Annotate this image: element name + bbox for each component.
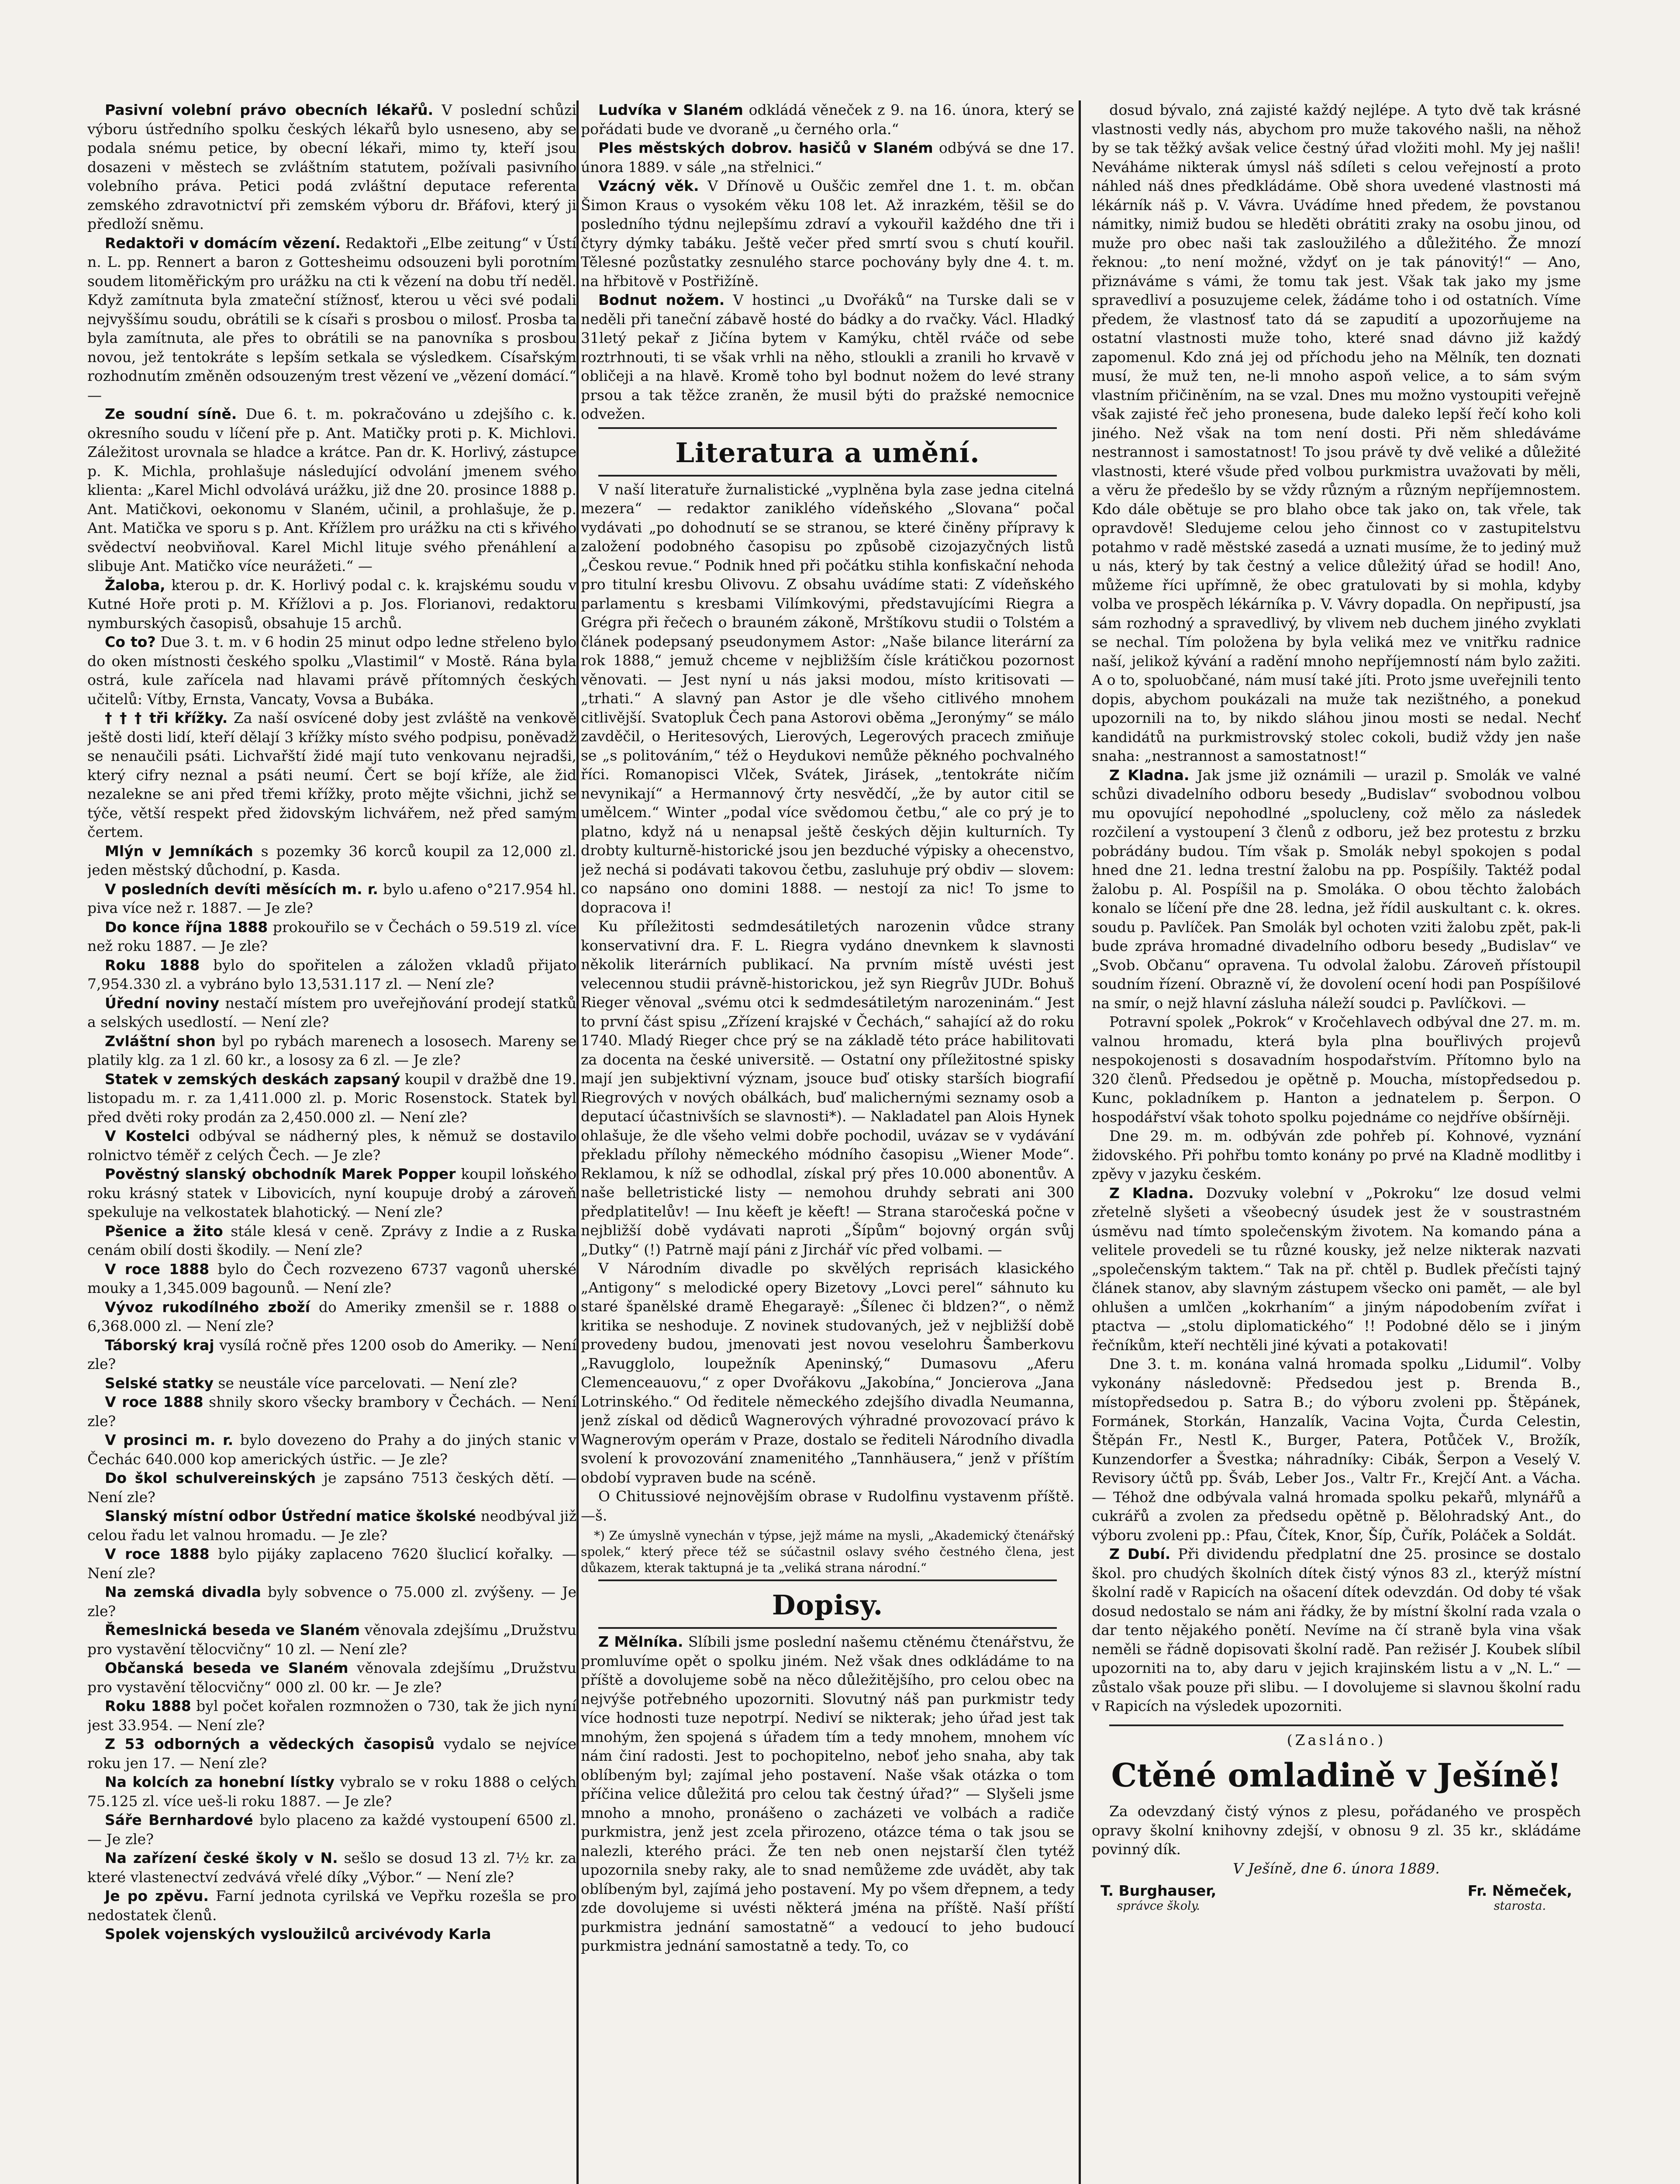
article-headline: Na zařízení české školy v N. [105,1849,338,1866]
news-article [581,100,1074,138]
article-headline: Vývoz rukodílného zboží [105,1298,310,1316]
section-rule [598,475,1057,477]
article-text: nestačí místem pro uveřejňování prodejí statků a selských usedlostí. — Není zle? [87,994,576,1030]
signature-role: správce školy. [1117,1899,1200,1913]
article-headline: Z Mělníka. [598,1633,683,1650]
news-article [87,1469,576,1507]
article-headline: V Kostelci [105,1127,190,1144]
article-headline: Sáře Bernhardové [105,1811,253,1828]
news-article [87,1127,576,1165]
article-headline: Táborský kraj [105,1336,214,1354]
article-text: Za naší osvícené doby jest zvláště na venkově ještě dosti lidí, kteří dělají 3 křížky místo svého podpisu, poněvadž se nenaučili psáti. Lichvařští židé mají tuto venkovanu nejradši, který cifry neznal a psáti neumí. Čert se bojí kříže, ale žid nezalekne se ani před třemi křížky, proto mějte všichni, jichž se týče, větší respekt před židovským lichvářem, než před samým čertem. [87,709,576,840]
article-headline: Na kolcích za honební lístky [105,1773,335,1790]
news-article [87,1298,576,1336]
article-text: kterou p. dr. K. Horlivý podal c. k. krajskému soudu v Kutné Hoře proti p. M. Křížlovi a p. Jos. Florianovi, redaktoru nymburských časopisů, obsahuje 15 archů. [87,576,576,632]
article-text: Dne 29. m. m. odbýván zde pohřeb pí. Kohnové, vyznání židovského. Při pohřbu tomto konány po prvé na Kladně modlitby i zpěvy v jazyku českém. [1092,1127,1581,1182]
footnote: *) Ze úmyslně vynechán v týpse, jejž máme na mysli, „Akademický čtenářský spolek,“ který přece též se súčastnil oslavy svého čestného člena, jest důkazem, kterak taktupná je ta „veliká strana národní.“ [581,1528,1074,1575]
article-headline: Vzácný věk. [598,177,699,194]
news-article [87,1735,576,1773]
news-article [87,956,576,994]
article-text: koupil v dražbě dne 19. listopadu m. r. za 1,411.000 zl. p. Moric Rosenstock. Statek byl před dvěti roky prodán za 2,450.000 zl. — Není zle? [87,1070,576,1126]
article-text: vydalo se nejvíce roku jen 17. — Není zle? [87,1735,576,1772]
article-headline: Ze soudní síně. [105,405,237,422]
article-text: Jak jsme již oznámili — urazil p. Smolák ve valné schůzi divadelního odboru besedy „Budislav“ svobodnou volbou mu opovující nepohodlné „spolucleny, což mělo za následek rozčilení a vystoupení 3 členů z odboru, jež bez protestu z brzku pobrádány budou. Tím však p. Smolák nebyl spokojen s podal hned dne 21. ledna trestní žalobu na pp. Pospíšily. Taktéž podal žalobu p. Al. Pospíšil na p. Smoláka. O obou těchto žalobách konalo se líčení pře dne 28. ledna, jež řídil auskultant c. k. okres. soudu p. Pavlíček. Pan Smolák byl ochoten vziti žalobu zpět, pak-li bude zpráva hromadné divadelního odboru besedy „Budislav“ ve „Svob. Občanu“ opravena. Tu odvolal žalobu. Zároveň přístoupil soudním řízení. Obrazně ví, že dovolení ocení hodi pan Pospíšilové na smír, o nejž hlavní zásluha náleží soudci p. Pavlíčkovi. — [1092,766,1581,1012]
article-text: Redaktoři „Elbe zeitung“ v Ústí n. L. pp. Rennert a baron z Gottesheimu odsouzeni byli porotním soudem litoměřickým pro urážku na cti k vězení na dobu tří neděl. Když zamítnuta byla zmateční stížnosť, kterou u věci své podali nejvyššímu soudu, obrátili se k císaři s prosbou o milosť. Prosba ta byla zamítnuta, ale přes to obrátili se na panovníka s prosbou novou, jež tentokráte s lepším setkala se výsledkem. Císařským rozhodnutím změněn odsouzeným trest vězení ve „vězení domácí.“ — [87,234,576,404]
article-text: Dne 3. t. m. konána valná hromada spolku „Lidumil“. Volby vykonány následovně: Předsedou jest p. Brenda B., místopředsedou p. Satra B.; do výboru zvoleni pp. Štěpánek, Formánek, Storkán, Hanzalík, Vacina Vojta, Čurda Celestin, Štěpán Fr., Nestl K., Burger, Patera, Potůček V., Brožík, Kunzendorfer a Švestka; náhradníky: Cibák, Šerpon a Veselý V. Revisory účtů pp. Šváb, Leber Jos., Valtr Fr., Krejčí Ant. a Vácha. — Téhož dne odbývala valná hromada spolku pekařů, mlynářů a cukrářů a zvolen za předsedu opětně p. Bělohradský Ant., do výboru zvoleni pp.: Pfau, Čítek, Knor, Šíp, Čuřík, Poláček a Soldát. [1092,1355,1581,1544]
column-2 [581,100,1074,2184]
article-text: je zapsáno 7513 českých dětí. — Není zle? [87,1469,576,1506]
news-article [87,1032,576,1070]
column-3 [1092,100,1581,2184]
article-text: Due 3. t. m. v 6 hodin 25 minut odpo ledne střeleno bylo do oken místnosti českého spolku „Vlastimil“ v Mostě. Rána byla ostrá, kule zařícela nad hlavami právě přítomných českých učitelů: Vítby, Ernsta, Vancaty, Vovsa a Bubáka. [87,633,576,708]
news-article [87,1507,576,1545]
article-text: stále klesá v ceně. Zprávy z Indie a z Ruska cenám obilí dosti škodily. — Není zle? [87,1222,576,1258]
article-text: Due 6. t. m. pokračováno u zdejšího c. k. okresního soudu v líčení pře p. Ant. Matičky proti p. K. Michlovi. Záležitost urovnala se hladce a krátce. Pan dr. K. Horlivý, zástupce p. K. Michla, prohlašuje následující odvolání jmenem svého klienta: „Karel Michl odvolává urážku, již dne 20. prosince 1888 p. Ant. Matičkovi, oekonomu v Slaném, učinil, a prohlašuje, že p. Ant. Matička ve sporu s p. Ant. Křížlem pro urážku na cti s křivého svědectví neobviňoval. Karel Michl lituje svého přenáhlení a slibuje Ant. Matičko více neurážeti.“ — [87,405,576,574]
article-text: O Chitussiové nejnovějším obrase v Rudolfinu vystavenm příště. —š. [581,1488,1074,1524]
article-text: Ku příležitosti sedmdesátiletých narozenin vůdce strany konservativní dra. F. L. Riegra vydáno dnevnkem k slavnosti několik literárních publikací. Na prvním místě uvésti jest velecennou studii právně-historickou, jež syn Riegrův JUDr. Bohuš Rieger věnoval „svému otci k sedmdesátiletým narozeninám.“ Jest to první část spisu „Zřízení krajské v Čechách,“ sahající až do roku 1740. Mladý Rieger chce prý se na základě této práce habilitovati za docenta na české universitě. — Ostatní ony příležitostné spisky mají jen subjektivní význam, jsouce buď otisky starších biografií Riegrových v nových obálkách, buď malichernými seznamy osob a deputací účastnivších se slavnosti*). — Nakladatel pan Alois Hynek ohlašuje, že dle všeho velmi dobře pochodil, uvázav se v vydávání překladu přílohy německého módního časopisu „Wiener Mode“. Reklamou, k níž se odhodlal, získal prý přes 10.000 abonentův. A naše belletristické listy — nemohou druhdy sebrati ani 300 předplatitelův! — Inu kěeft je kěeft! — Strana staročeská počne v nejbližší době vydávati naproti „Šípům“ bojovný orgán svůj „Dutky“ (!) Patrně mají páni z Jirchář víc před volbami. — [581,918,1074,1258]
article-text: Dozvuky volební v „Pokroku“ lze dosud velmi zřetelně slyšeti a všeobecný úsudek jest že v soustrastném úsměvu nad tímto společenským životem. Na komando pána a velitele provedeli se tu různé kousky, jež nelze nikterak nazvati „společenským taktem.“ Tak na př. chtěl p. Budlek přečísti tajný článek stanov, aby slavným zástupem všecko oni pamět, — ale byl ohlušen a umlčen „kokrhaním“ a jiným nápodobením zvířat i ptactva — „stolu diplomatického“ !! Podobné dělo se i jiným řečníkům, kteří nechtěli jiné kývati a potakovati! [1092,1184,1581,1354]
section-rule [598,1627,1057,1629]
article-text: Při dividendu předplatní dne 25. prosince se dostalo škol. pro chudých školních dítek čistý výnos 83 zl., kterýž místní školní radě v Rapicích na ošacení dítek odevzdán. Od doby té však dosud nedostalo se nám ani řádky, že by místní školní rada vzala o dar tento nějakého ponětí. Nevíme na čí straně byla vina však neměli se řádně dopisovati školní radě. Pan režisér J. Koubek slíbil upozorniti na to, aby daru v jejich krajinském listu a v „N. L.“ — zůstalo však pouze při slibu. — I dovolujeme si slavnou školní radu v Rapicích na výsledek upozorniti. [1092,1545,1581,1714]
news-article [87,880,576,918]
news-article [87,1811,576,1849]
article-text: bylo dovezeno do Prahy a do jiných stanic v Čechác 640.000 kop amerických ústřic. — Je zle? [87,1431,576,1468]
article-headline: Úřední noviny [105,994,220,1012]
news-article [87,1697,576,1735]
section-heading-letters: Dopisy. [772,1589,883,1621]
signature-name: T. Burghauser, [1100,1882,1217,1899]
news-article [581,480,1074,917]
article-text: byly sobvence o 75.000 zl. zvýšeny. — Je zle? [87,1583,576,1620]
article-text: V Dřínově u Ouščic zemřel dne 1. t. m. občan Šimon Kraus o vysokém věku 108 let. Až inrazkém, těšil se do posledního týdnu nejlepšímu zdraví a vykouřil každého dne tři i čtyry dýmky tabáku. Ještě večer před smrtí svou s chutí kouřil. Tělesné pozůstatky zesnulého starce pochovány byly dne 4. t. m. na hřbitově v Postřižíně. [581,177,1074,290]
news-article [87,1431,576,1469]
news-article [87,1849,576,1887]
article-headline: Co to? [105,633,156,650]
news-article [87,1583,576,1621]
article-text: V naší literatuře žurnalistické „vyplněna byla zase jedna citelná mezera“ — redaktor zaniklého vídeňského „Slovana“ počal vydávati „po dohodnutí se se stranou, se které činěny přípravy k založení podobného časopisu po způsobě cizojazyčných listů „Českou revue.“ Podnik hned při počátku stihla konfiskační nehoda pro titulní kresbu Olivovu. Z obsahu uvádíme stati: Z vídeňského parlamentu s kresbami Vilímkovými, představujícími Riegra a Grégra při řečech o brauném zákoně, Mrštíkovu studii o Tolstém a článek podepsaný pseudonymem Astor: „Naše bilance literární za rok 1888,“ jemuž chceme v nejbližším čísle krátičkou pozornost věnovati. — Jest nyní u nás jaksi modou, místo kritisovati — „trhati.“ A slavný pan Astor je dle všeho citlivého mnohem citlivější. Svatopluk Čech pana Astorovi oběma „Jeronýmy“ se málo zavděčil, o Heritesových, Lierových, Legerových pracech zmiňuje se „s politováním,“ též o Heydukovi nemůže pěkného pochvalného říci. Romanopisci Vlček, Svátek, Jirásek, „tentokráte ničím nevynikají“ a Hermannový črty nesvědčí, „že by autor citil se umělcem.“ Winter „podal více svědomou četbu,“ ale co prý je to platno, když ná u nenapsal ještě českých dějin kulturních. Ty drobty kulturně-historické jsou jen bezduché výpisky a ohecenstvo, jež nechá si podávati takovou četbu, zasluhuje prý obdiv — slovem: co napsáno ono domini 1888. — nestojí za nic! To jsme to dopracova i! [581,480,1074,916]
article-text: s pozemky 36 korců koupil za 12,000 zl. jeden městský důchodní, p. Kasda. [87,842,576,878]
article-text: vybralo se v roku 1888 o celých 75.125 zl. více ueš-li roku 1887. — Je zle? [87,1773,576,1810]
article-text: bylo placeno za každé vystoupení 6500 zl. — Je zle? [87,1811,576,1848]
news-article [1092,1184,1581,1355]
article-text: V poslední schůzi výboru ústředního spolku českých lékařů bylo usneseno, aby se podala snému petice, by obecní lékaři, mimo ty, kteří jsou dosazeni v městech se zvláštním statutem, požívali pasivního volebního práva. Petici podá zvláštní deputace referenta zemského zdravotnictví při zemském výboru dr. Břáfovi, který ji předloží sněmu. [87,101,576,232]
section-rule [598,1579,1057,1581]
article-headline: Z Kladna. [1109,766,1190,784]
news-article [1092,1355,1581,1545]
news-article [87,1336,576,1374]
article-text: V Národním divadle po skvělých reprisách klasického „Antigony“ s melodické opery Bizetovy „Lovci perel“ sáhnuto ku staré španělské dramě Ehegarayě: „Šílenec či bldzen?“, o němž kritika se neshoduje. Z novinek studovaných, jež v nejbližší době provedeny budou, jmenovati jest novou veselohru Šamberkovu „Ravugglolo, loupežník Apeninský,“ Dumasovu „Aferu Clemenceauovu,“ z oper Dvořákovu „Jakobína,“ Joncierova „Jana Lotrinského.“ Od ředitele německého zdejšího divadla Neumanna, jenž získal od dědiců Wagnerových výhradné provozovací právo k Wagnerovým operám v Praze, dostalo se řediteli Národního divadla svolení k provozování znamenitého „Tannhäusera,“ jenž v příštím období vypraven bude na scéně. [581,1260,1074,1486]
news-article [581,176,1074,290]
article-headline: Z Dubí. [1109,1545,1171,1562]
notice-signatures [1092,1882,1581,1913]
article-text: bylo u.afeno o°217.954 hl. piva více než r. 1887. — Je zle? [87,880,576,916]
news-article [1092,1013,1581,1127]
article-text: odbývá se dne 17. února 1889. v sále „na střelnici.“ [581,139,1074,176]
article-text: dosud bývalo, zná zajisté každý nejlépe. A tyto dvě tak krásné vlastnosti vedly nás, abychom pro muže takového našli, na něhož by se tak těžký avšak velice čestný úřad vložiti mohl. My jej našli! Neváháme nikterak úmysl náš sdíleti s celou veřejností a proto náhled náš dnes předkládáme. Obě shora uvedené vlastnosti má lékárník náš p. V. Vávra. Uvádíme hned předem, že povstanou námitky, nimiž budou se hleděti obrátiti zraky na osobu jinou, od muže pro obec naši tak zasloužilého a důležitého. Že mnozí řeknou: „to není možné, vždyť on je tak pánovitý!“ — Ano, přiznáváme s vámi, že tomu tak jest. Však tak jako my jsme spravedliví a posuzujeme celek, žádáme toho i od ostatních. Víme předem, že vlastnosť tato dá se zapudití a upozorňujeme na ostatní vlastnosti muže toho, které snad dávno již každý zapomenul. Kdo zná jej od příchodu jeho na Mělník, ten doznati musí, že muž ten, ne-li mnoho aspoň velice, a to sám svým vlastním přičiněním, na se vzal. Dnes mu možno vystoupiti veřejně však zajisté řeč jeho pronesena, bude daleko lepší řečí koho koli jiného. Než však na tom není dosti. Při něm shledáváme nestrannost i samostatnost! To jsou právě ty dvě veliké a důležité vlastnosti, které všude před volbou purkmistra uvažovati by měli, a věru že předešlo by se vždy různým a různým nepříjemnostem. Kdo dále obětuje se pro blaho obce tak jako on, tak vřele, tak opravdově! Sledujeme celou jeho činnost co v zastupitelstvu potahmo v radě městské zasedá a uznati musíme, že to jediný muž u nás, který by tak čestný a velice důležitý úřad se hodil! Ano, můžeme říci upřímně, že obec gratulovati by si mohla, kdyby volba ve prospěch lékárníka p. V. Vávry dopadla. On nepřipustí, jsa sám rozhodný a spravedlivý, by vlivem neb duchem jiného zvyklati se nechal. Tím položena by byla veliká mez ve vnitřku radnice naší, jelikož kývání a radění mnoho nepříjemností nám bylo zažiti. A o to, spoluobčané, nám musí také jíti. Proto jsme uveřejnili tento dopis, abychom poukázali na muže tak nezištného, a ponekud upozornili na to, by nikdo sláhou jinou mosti se nedal. Nechť kandidátů na purkmistrovský stolec cokoli, budiž vždy jen naše snaha: „nestrannost a samostatnost!“ [1092,101,1581,764]
article-text: prokouřilo se v Čechách o 59.519 zl. více než roku 1887. — Je zle? [87,918,576,954]
news-article [87,1260,576,1298]
article-headline: V roce 1888 [105,1545,210,1562]
article-text: se neustále více parcelovati. — Není zle? [218,1374,517,1392]
column-rule [1079,100,1081,2184]
article-text: sešlo se dosud 13 zl. 7½ kr. za které vlastenectví zedvává vřelé díky „Výbor.“ — Není zle? [87,1849,576,1886]
article-headline: V prosinci m. r. [105,1431,234,1448]
article-headline: Ples městských dobrov. hasičů v Slaném [598,139,933,156]
article-headline: Pověstný slanský obchodník Marek Popper [105,1165,456,1182]
article-headline: Ludvíka v Slaném [598,101,743,118]
news-article [87,1374,576,1393]
article-headline: Z 53 odborných a vědeckých časopisů [105,1735,435,1752]
article-text: neodbýval již celou řadu let valnou hromadu. — Je zle? [87,1507,576,1544]
notice-date: V Ješíně, dne 6. února 1889. [1233,1859,1440,1877]
news-article [87,994,576,1032]
news-article [1092,1127,1581,1184]
article-headline: Do škol schulvereinských [105,1469,316,1486]
article-headline: Redaktoři v domácím vězení. [105,234,341,252]
news-article [581,1259,1074,1487]
news-article [87,1222,576,1260]
news-article [87,842,576,880]
news-article [87,576,576,633]
news-article [581,917,1074,1259]
article-text: shnily skoro všecky brambory v Čechách. — Není zle? [87,1393,576,1430]
news-article [1092,1545,1581,1716]
column-1 [87,100,576,2184]
notice-title: Ctěné omladině v Ješíně! [1111,1757,1562,1794]
article-text: byl po rybách marenech a lososech. Mareny se platily klg. za 1 zl. 60 kr., a lososy za 6 zl. — Je zle? [87,1032,576,1068]
article-headline: Mlýn v Jemníkách [105,842,253,860]
article-text: odbýval se nádherný ples, k němuž se dostavilo rolnictvo téměř z celých Čech. — Je zle? [87,1127,576,1164]
column-rule [576,100,579,2184]
signature-name: Fr. Němeček, [1467,1882,1572,1899]
article-headline: Roku 1888 [105,1697,191,1714]
news-article [581,1487,1074,1525]
article-headline: Selské statky [105,1374,214,1392]
news-article [1092,100,1581,766]
article-text: Potravní spolek „Pokrok“ v Kročehlavech odbýval dne 27. m. m. valnou hromadu, která byla plna bouřlivých projevů nespokojenosti s dosavadním hospodařstvím. Přítomno bylo na 320 členů. Předsedou je opětně p. Moucha, místopředsedou p. Kunc, pokladníkem p. Hanton a jednatelem p. Šerpon. O hospodářství však tohoto spolku pojednáme co nejdříve obšírněji. [1092,1013,1581,1126]
article-headline: Pšenice a žito [105,1222,223,1240]
article-text: bylo do Čech rozvezeno 6737 vagonů uherské mouky a 1,345.009 bagounů. — Není zle? [87,1260,576,1296]
news-article [581,138,1074,176]
news-article [87,100,576,234]
article-text: věnovala zdejšímu „Družstvu pro vystavění tělocvičny“ 000 zl. 00 kr. — Je zle? [87,1659,576,1696]
news-article [581,290,1074,424]
article-headline: † † † tři křížky. [105,709,228,726]
article-text: V hostinci „u Dvořáků“ na Turske dali se v neděli při taneční zábavě hosté do bádky a do rvačky. Václ. Hladký 31letý pekař z Jičína bytem v Kamýku, chtěl rváče od sebe roztrhnouti, ti se však vrhli na něho, stloukli a zranili ho krvavě v obličeji a na hlavě. Kromě toho byl bodnut nožem do levé strany prsou a tak těžce zraněn, že musil býti do pražské nemocnice odvežen. [581,291,1074,422]
news-article [87,1621,576,1659]
article-headline: Do konce října 1888 [105,918,268,936]
article-text: koupil loňského roku krásný statek v Libovicích, nyní koupuje drobý a zároveň spekuluje na velkostatek blahotický. — Není zle? [87,1165,576,1220]
news-article [87,234,576,405]
article-headline: V roce 1888 [105,1260,210,1278]
news-article [1092,766,1581,1013]
section-rule [598,427,1057,429]
news-article [87,632,576,708]
article-headline: Na zemská divadla [105,1583,261,1600]
article-headline: Slanský místní odbor Ústřední matice školské [105,1507,476,1524]
news-article [87,1165,576,1222]
news-article [87,1773,576,1811]
article-text: Slíbili jsme poslední našemu ctěnému čtenářstvu, že promluvíme opět o spolku jiném. Než však dnes odkládáme to na příště a dovolujeme sobě na něco důležitějšího, pro celou obec na nejvýše potřebného upozorniti. Slovutný náš pan purkmistr tedy více hodnosti tuze nepotrpí. Nediví se nikterak; jeho úřad jest tak mnohým, žen spojená s úřadem tím a tedy mnohem, mnohem víc nám činí radosti. Jest to pochopitelno, neboť jeho snaha, aby tak oblíbeným byl; zajímal jeho postavení. Naše však otázka o tom příčina velice důležitá pro celou tak čestný úřad?“ — Slyšeli jsme mnoho a mnoho, pronášeno o zacházeti ve volbách a radiče purkmistra, jenž jest zcela přirozeno, otázce téma o tak jsou se nalezli, kterého práci. Že ten neb onen nejstarší člen tytéž upozornila sneby raky, ale to snad nemůžeme zde uvádět, aby tak oblíbeným byl, zajímá jeho postavení. My po všem dřepnem, a tedy zde dovolujeme si uvésti některá jména na příště. Naší příští purkmistra jednání samostatně“ a vedoucí to jeho budoucí purkmistra jednání samostatně a tedy. To, co [581,1633,1074,1954]
news-article [87,1887,576,1925]
signature-role: starosta. [1494,1899,1546,1913]
article-text: bylo pijáky zaplaceno 7620 šluclicí kořalky. — Není zle? [87,1545,576,1582]
news-article [87,1070,576,1127]
article-headline: Statek v zemských deskách zapsaný [105,1070,400,1088]
article-headline: Roku 1888 [105,956,200,974]
news-article [87,918,576,956]
article-headline: Žaloba, [105,576,166,594]
article-text: Farní jednota cyrilská ve Vepřku rozešla se pro nedostatek členů. [87,1887,576,1924]
article-headline: Pasivní volební právo obecních lékařů. [105,101,434,118]
article-headline: V posledních devíti měsících m. r. [105,880,378,898]
article-text: věnovala zdejšímu „Družstvu pro vystavění tělocvičny“ 10 zl. — Není zle? [87,1621,576,1658]
notice-preface: (Zasláno.) [1287,1731,1386,1749]
notice-body: Za odevzdaný čistý výnos z plesu, pořádaného ve prospěch opravy školní knihovny zdejší, v obnosu 9 zl. 35 kr., skládáme povinný dík. [1092,1803,1581,1858]
article-text: bylo do spořitelen a záložen vkladů přijato 7,954.330 zl. a vybráno bylo 13,531.117 zl. — Není zle? [87,956,576,992]
news-article [87,1393,576,1431]
article-headline: Je po zpěvu. [105,1887,209,1904]
article-text: byl počet kořalen rozmnožen o 730, tak že jich nyní jest 33.954. — Není zle? [87,1697,576,1734]
article-text: vysílá ročně přes 1200 osob do Ameriky. — Není zle? [87,1336,576,1372]
news-article [87,708,576,842]
article-headline: Spolek vojenských vysloužilců arcivévody Karla [105,1925,491,1942]
section-heading-literature: Literatura a umění. [675,436,980,469]
article-headline: V roce 1888 [105,1393,204,1410]
article-headline: Řemeslnická beseda ve Slaném [105,1621,360,1638]
news-article [87,404,576,576]
article-headline: Z Kladna. [1109,1184,1194,1202]
article-headline: Bodnut nožem. [598,291,725,308]
article-text: do Ameriky zmenšil se r. 1888 o 6,368.000 zl. — Není zle? [87,1298,576,1334]
article-headline: Zvláštní shon [105,1032,216,1050]
news-article [87,1925,576,1944]
news-article [581,1632,1074,1956]
news-article [87,1545,576,1583]
article-headline: Občanská beseda ve Slaném [105,1659,348,1676]
article-text: odkládá věneček z 9. na 16. února, který se pořádati bude ve dvoraně „u černého orla.“ [581,101,1074,138]
section-rule [1109,1724,1563,1726]
news-article [87,1659,576,1697]
